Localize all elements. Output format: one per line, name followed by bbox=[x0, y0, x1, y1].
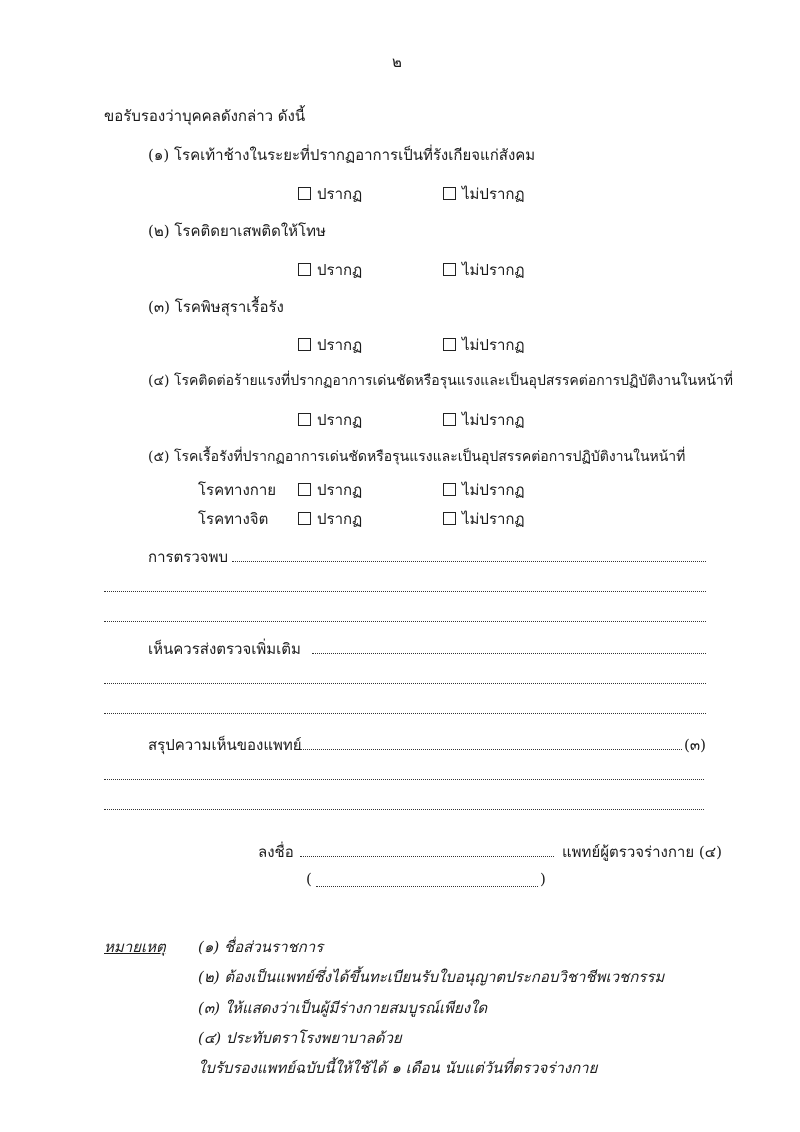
summary-line-1[interactable] bbox=[300, 749, 682, 750]
item-3-absent-option[interactable]: ไม่ปรากฏ bbox=[443, 333, 525, 357]
checkbox-icon bbox=[443, 187, 456, 200]
item-3-label: (๓) โรคพิษสุราเรื้อรัง bbox=[148, 298, 284, 316]
item-2-absent-option[interactable]: ไม่ปรากฏ bbox=[443, 258, 525, 282]
further-line-2[interactable] bbox=[104, 683, 706, 684]
summary-line-2[interactable] bbox=[104, 779, 704, 780]
note-5: ใบรับรองแพทย์ฉบับนี้ให้ใช้ได้ ๑ เดือน นับแต่วันที่ตรวจร่างกาย bbox=[198, 1059, 598, 1077]
checkbox-icon bbox=[443, 263, 456, 276]
further-line-3[interactable] bbox=[104, 713, 706, 714]
name-close-paren: ) bbox=[540, 870, 546, 888]
summary-label: สรุปความเห็นของแพทย์ bbox=[148, 736, 302, 754]
item-2-label: (๒) โรคติดยาเสพติดให้โทษ bbox=[148, 222, 326, 240]
checkbox-icon bbox=[443, 512, 456, 525]
physical-absent-option[interactable]: ไม่ปรากฏ bbox=[443, 478, 525, 502]
mental-label: โรคทางจิต bbox=[198, 510, 269, 528]
checkbox-icon bbox=[298, 413, 311, 426]
item-1-absent-option[interactable]: ไม่ปรากฏ bbox=[443, 182, 525, 206]
summary-ref: (๓) bbox=[684, 736, 706, 754]
notes-title: หมายเหตุ bbox=[104, 938, 166, 956]
sign-label: ลงชื่อ bbox=[258, 843, 294, 861]
signature-line[interactable] bbox=[300, 856, 554, 857]
checkbox-icon bbox=[298, 187, 311, 200]
page-number: ๒ bbox=[392, 53, 402, 71]
checkbox-icon bbox=[443, 483, 456, 496]
item-1-present-option[interactable]: ปรากฏ bbox=[298, 182, 362, 206]
name-open-paren: ( bbox=[306, 870, 312, 888]
note-2: (๒) ต้องเป็นแพทย์ซึ่งได้ขึ้นทะเบียนรับใบอนุญาตประกอบวิชาชีพเวชกรรม bbox=[198, 968, 665, 986]
checkbox-icon bbox=[443, 413, 456, 426]
sign-role: แพทย์ผู้ตรวจร่างกาย (๔) bbox=[562, 843, 722, 861]
summary-line-3[interactable] bbox=[104, 809, 704, 810]
note-3: (๓) ให้แสดงว่าเป็นผู้มีร่างกายสมบูรณ์เพียงใด bbox=[198, 999, 488, 1017]
intro-text: ขอรับรองว่าบุคคลดังกล่าว ดังนี้ bbox=[104, 107, 306, 125]
item-3-present-option[interactable]: ปรากฏ bbox=[298, 333, 362, 357]
item-1-label: (๑) โรคเท้าช้างในระยะที่ปรากฏอาการเป็นที่รังเกียจแก่สังคม bbox=[148, 146, 536, 164]
item-5-label: (๕) โรคเรื้อรังที่ปรากฏอาการเด่นชัดหรือรุนแรงและเป็นอุปสรรคต่อการปฏิบัติงานในหน้าที่ bbox=[148, 449, 686, 465]
physical-present-option[interactable]: ปรากฏ bbox=[298, 478, 362, 502]
mental-absent-option[interactable]: ไม่ปรากฏ bbox=[443, 507, 525, 531]
findings-line-3[interactable] bbox=[104, 621, 706, 622]
note-4: (๔) ประทับตราโรงพยาบาลด้วย bbox=[198, 1029, 402, 1047]
physical-label: โรคทางกาย bbox=[198, 481, 277, 499]
checkbox-icon bbox=[443, 338, 456, 351]
further-label: เห็นควรส่งตรวจเพิ่มเติม bbox=[148, 640, 301, 658]
note-1: (๑) ชื่อส่วนราชการ bbox=[198, 938, 324, 956]
findings-label: การตรวจพบ bbox=[148, 548, 228, 566]
item-2-present-option[interactable]: ปรากฏ bbox=[298, 258, 362, 282]
checkbox-icon bbox=[298, 512, 311, 525]
checkbox-icon bbox=[298, 483, 311, 496]
checkbox-icon bbox=[298, 338, 311, 351]
item-4-label: (๔) โรคติดต่อร้ายแรงที่ปรากฏอาการเด่นชัดหรือรุนแรงและเป็นอุปสรรคต่อการปฏิบัติงานในหน้าที่ bbox=[148, 373, 733, 389]
findings-line-1[interactable] bbox=[232, 561, 706, 562]
item-4-absent-option[interactable]: ไม่ปรากฏ bbox=[443, 408, 525, 432]
findings-line-2[interactable] bbox=[104, 591, 706, 592]
checkbox-icon bbox=[298, 263, 311, 276]
mental-present-option[interactable]: ปรากฏ bbox=[298, 507, 362, 531]
item-4-present-option[interactable]: ปรากฏ bbox=[298, 408, 362, 432]
further-line-1[interactable] bbox=[312, 653, 706, 654]
name-line[interactable] bbox=[316, 886, 538, 887]
